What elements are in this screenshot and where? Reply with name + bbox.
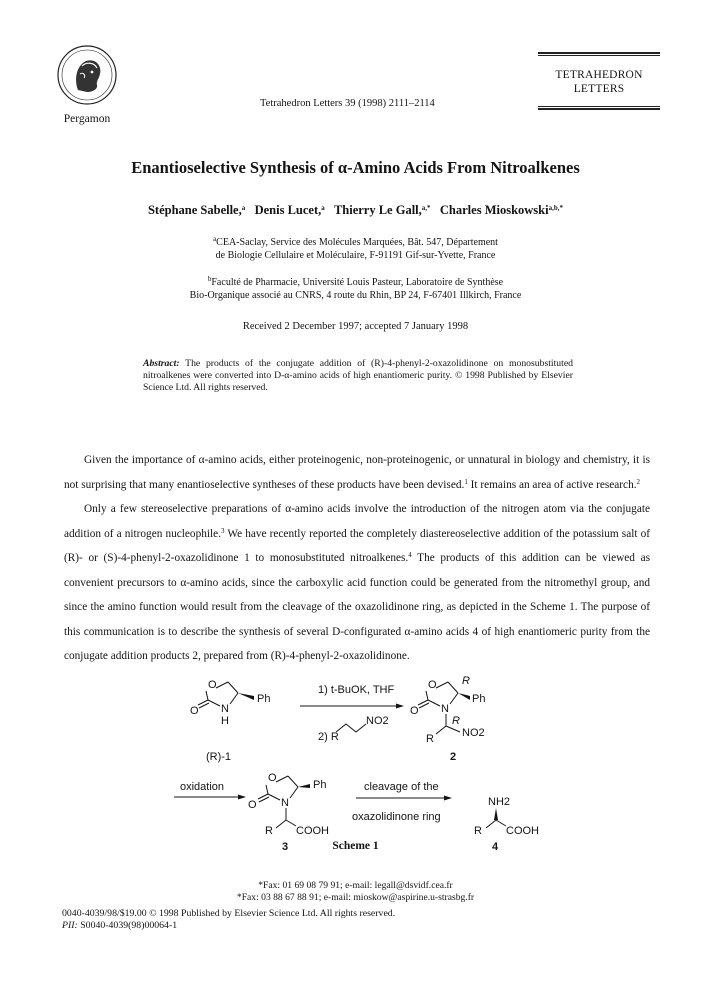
atom-n: N: [221, 703, 229, 715]
compound-4-structure: [474, 796, 539, 837]
reaction-scheme: [168, 660, 568, 860]
compound-4-label: 4: [492, 841, 499, 853]
cleavage-label-line1: cleavage of the: [364, 781, 439, 793]
pergamon-logo-icon: [56, 44, 118, 106]
compound-1-label: (R)-1: [206, 751, 232, 763]
masthead-rule: [538, 108, 660, 110]
reagent-step-1: 1) t-BuOK, THF: [318, 684, 395, 696]
pii-line: PII: S0040-4039(98)00064-1: [62, 920, 178, 931]
paper-title: Enantioselective Synthesis of α-Amino Acids From Nitroalkenes: [131, 158, 580, 177]
reference-mark: 1: [464, 477, 468, 486]
compound-3-structure: [248, 772, 329, 837]
phenyl-label: Ph: [472, 693, 486, 705]
scheme-drawing: [168, 660, 568, 860]
copyright-line: 0040-4039/98/$19.00 © 1998 Published by Elsevier Science Ltd. All rights reserved.: [62, 908, 396, 919]
compound-3-label: 3: [282, 841, 289, 853]
carboxyl-group: COOH: [296, 825, 329, 837]
reference-mark: 4: [408, 551, 412, 559]
scheme-caption: Scheme 1: [332, 840, 379, 852]
affiliation-a: $^a$CEA-Saclay, Service des Molécules Marquées, Bât. 547, Département de Biologie Cellulaire et Moléculaire, F-91191 Gif-sur-Yvette, France: [213, 235, 498, 261]
carboxyl-group: COOH: [506, 825, 539, 837]
journal-name-line1: TETRAHEDRON: [555, 69, 643, 81]
nitro-group: NO2: [366, 715, 389, 727]
compound-2-label: 2: [450, 751, 457, 763]
abstract-text: The products of the conjugate addition of (R)-4-phenyl-2-oxazolidinone on monosubstituted nitroalkenes were converted into D-α-amino acids of high enantiomeric purity. © 1998 Published by Elsevier Science Ltd. All rights reserved.: [143, 358, 573, 393]
masthead-rule: [538, 106, 660, 107]
received-dates: Received 2 December 1997; accepted 7 January 1998: [242, 321, 469, 332]
cleavage-label-line2: oxazolidinone ring: [352, 811, 441, 823]
atom-o: O: [190, 705, 199, 717]
compound-1-structure: [190, 679, 270, 727]
author: Stéphane Sabelle,$^a$: [147, 203, 246, 217]
affiliation-b: $^b$Faculté de Pharmacie, Université Louis Pasteur, Laboratoire de Synthèse Bio-Organique associé au CNRS, 4 route du Rhin, BP 24, F-67401 Illkirch, France: [189, 275, 522, 301]
oxidation-label: oxidation: [180, 781, 225, 793]
journal-name: [538, 68, 660, 96]
phenyl-label: Ph: [257, 693, 271, 705]
abstract-label: Abstract:: [143, 358, 180, 369]
footnote: *Fax: 03 88 67 88 91; e-mail: mioskow@aspirine.u-strasbg.fr: [236, 891, 475, 903]
journal-citation: Tetrahedron Letters 39 (1998) 2111–2114: [260, 98, 435, 109]
publisher-name: Pergamon: [63, 113, 111, 125]
reagent-step-2: 2) R: [318, 731, 339, 743]
publisher-logo-block: [52, 44, 122, 125]
atom-n: N: [281, 797, 289, 809]
atom-o: O: [248, 799, 257, 811]
atom-o: O: [208, 679, 217, 691]
substituent-r: R: [426, 733, 434, 745]
nitro-group: NO2: [462, 727, 485, 739]
paragraph: Given the importance of α-amino acids, either proteinogenic, non-proteinogenic, or unnatural in biology and chemistry, it is not surprising that many enantioselective syntheses of these products have been devised.$^1$ It remains an area of active research.$^2$: [64, 454, 650, 491]
author-list: [0, 203, 711, 218]
masthead-rule: [538, 52, 660, 54]
journal-masthead: [538, 51, 660, 111]
phenyl-label: Ph: [313, 779, 327, 791]
atom-o: O: [428, 679, 437, 691]
author: Denis Lucet,$^a$: [254, 203, 325, 217]
footnote: *Fax: 01 69 08 79 91; e-mail: legall@dsvidf.cea.fr: [258, 880, 453, 891]
corresponding-author-footnotes: [0, 880, 711, 903]
amino-group: NH2: [488, 796, 511, 808]
paragraph: Only a few stereoselective preparations of α-amino acids involve the introduction of the nitrogen atom via the conjugate addition of a nitrogen nucleophile.$^3$ We have recently reported the completely diastereoselective addition of the potassium salt of (R)- or (S)-4-phenyl-2-oxazolidinone 1 to monosubstituted nitroalkenes.$^4$ The products of this addition can be viewed as convenient precursors to α-amino acids, since the carboxylic acid function could be generated from the nitromethyl group, and since the amino function would result from the cleavage of the oxazolidinone ring, as depicted in the Scheme 1. The purpose of this communication is to describe the synthesis of several D-configurated α-amino acids 4 of high enantiomeric purity from the conjugate addition products 2, prepared from (R)-4-phenyl-2-oxazolidinone.: [64, 503, 651, 662]
abstract: [143, 358, 573, 393]
atom-n: N: [441, 703, 449, 715]
author: Thierry Le Gall,$^{a,*}$: [333, 203, 431, 217]
compound-2-structure: [410, 675, 485, 745]
author: Charles Mioskowski$^{a,b,*}$: [439, 203, 564, 217]
journal-name-line2: LETTERS: [573, 83, 625, 95]
substituent-r: R: [265, 825, 273, 837]
atom-o: O: [268, 772, 277, 784]
stereo-descriptor: R: [462, 675, 470, 687]
atom-h: H: [221, 715, 229, 727]
masthead-rule: [538, 55, 660, 56]
copyright-block: [62, 908, 395, 932]
body-text: [64, 448, 650, 669]
substituent-r: R: [474, 825, 482, 837]
reference-mark: 3: [220, 526, 225, 535]
stereo-descriptor: R: [452, 715, 460, 727]
reference-mark: 2: [636, 477, 641, 486]
atom-o: O: [410, 705, 419, 717]
